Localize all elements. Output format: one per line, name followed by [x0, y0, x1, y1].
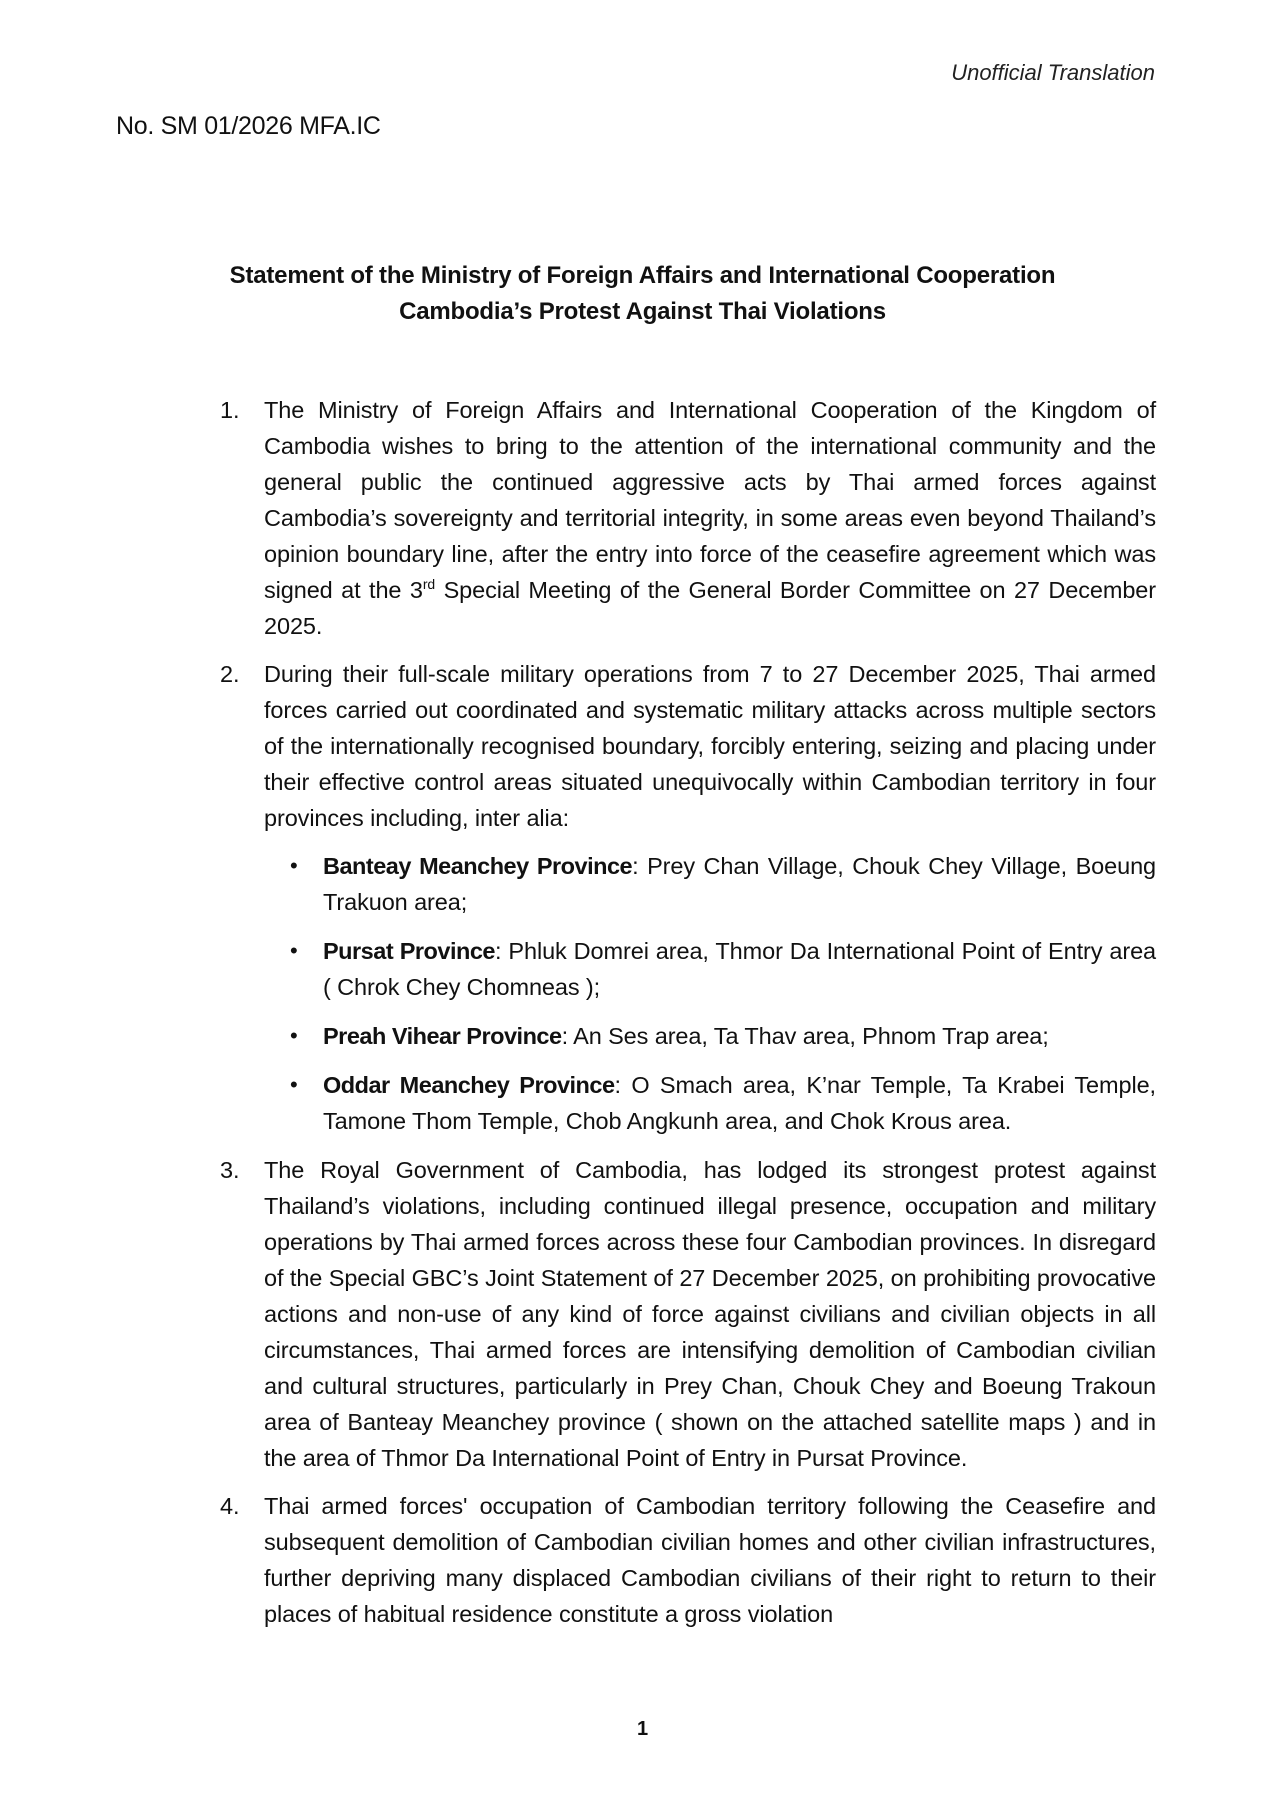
paragraph-1	[220, 392, 1156, 644]
list-item	[220, 1067, 1156, 1139]
separator: :	[561, 1023, 568, 1049]
paragraph-text: During their full-scale military operations from 7 to 27 December 2025, Thai armed forces carried out coordinated and systematic military attacks across multiple sectors of the internationally recognised boundary, forcibly entering, seizing and placing under their effective control areas situated unequivocally within Cambodian territory in four provinces including, inter alia:	[264, 661, 1156, 831]
separator: :	[495, 938, 502, 964]
paragraph-2	[220, 656, 1156, 836]
paragraph-4	[220, 1488, 1156, 1632]
paragraph-number: 1.	[220, 397, 240, 423]
province-areas: O Smach area, K’nar Temple, Ta Krabei Temple, Tamone Thom Temple, Chob Angkunh area, and Chok Krous area.	[323, 1072, 1156, 1134]
paragraph-text: The Royal Government of Cambodia, has lodged its strongest protest against Thailand’s violations, including continued illegal presence, occupation and military operations by Thai armed forces across these four Cambodian provinces. In disregard of the Special GBC’s Joint Statement of 27 December 2025, on prohibiting provocative actions and non-use of any kind of force against civilians and civilian objects in all circumstances, Thai armed forces are intensifying demolition of Cambodian civilian and cultural structures, particularly in Prey Chan, Chouk Chey and Boeung Trakoun area of Banteay Meanchey province ( shown on the attached satellite maps ) and in the area of Thmor Da International Point of Entry in Pursat Province.	[264, 1157, 1156, 1471]
province-name: Oddar Meanchey Province	[323, 1072, 615, 1098]
page-number: 1	[636, 1718, 649, 1740]
list-item	[220, 848, 1156, 920]
statement-title	[0, 258, 1285, 330]
paragraph-text-continued: Special Meeting of the General Border Committee on 27 December 2025.	[264, 577, 1156, 639]
province-areas: An Ses area, Ta Thav area, Phnom Trap area;	[568, 1023, 1049, 1049]
statement-body	[220, 392, 1156, 1632]
bullet-icon: •	[290, 938, 298, 963]
ordinal-suffix: rd	[422, 576, 436, 593]
province-name: Preah Vihear Province	[323, 1023, 562, 1049]
province-name: Banteay Meanchey Province	[323, 853, 633, 879]
bullet-icon: •	[290, 1072, 298, 1097]
separator: :	[632, 853, 639, 879]
separator: :	[614, 1072, 621, 1098]
reference-number: No. SM 01/2026 MFA.IC	[116, 112, 381, 140]
province-areas: Prey Chan Village, Chouk Chey Village, Boeung Trakuon area;	[323, 853, 1157, 915]
paragraph-number: 2.	[220, 661, 240, 687]
paragraph-number: 3.	[220, 1157, 240, 1183]
bullet-icon: •	[290, 853, 298, 878]
paragraph-3	[220, 1152, 1156, 1476]
province-name: Pursat Province	[323, 938, 495, 964]
paragraph-number: 4.	[220, 1493, 240, 1519]
paragraph-text: Thai armed forces' occupation of Cambodian territory following the Ceasefire and subsequent demolition of Cambodian civilian homes and other civilian infrastructures, further depriving many displaced Cambodian civilians of their right to return to their places of habitual residence constitute a gross violation	[264, 1493, 1156, 1627]
list-item	[220, 933, 1156, 1005]
bullet-icon: •	[290, 1023, 298, 1048]
province-areas: Phluk Domrei area, Thmor Da International Point of Entry area ( Chrok Chey Chomneas );	[323, 938, 1157, 1000]
list-item	[220, 1018, 1156, 1054]
translation-note: Unofficial Translation	[951, 60, 1155, 85]
paragraph-text: The Ministry of Foreign Affairs and International Cooperation of the Kingdom of Cambodia wishes to bring to the attention of the international community and the general public the continued aggressive acts by Thai armed forces against Cambodia’s sovereignty and territorial integrity, in some areas even beyond Thailand’s opinion boundary line, after the entry into force of the ceasefire agreement which was signed at the 3	[264, 397, 1156, 603]
province-list	[220, 848, 1156, 1139]
title-line-2: Cambodia’s Protest Against Thai Violations	[399, 298, 886, 325]
title-line-1: Statement of the Ministry of Foreign Affairs and International Cooperation	[229, 262, 1056, 289]
